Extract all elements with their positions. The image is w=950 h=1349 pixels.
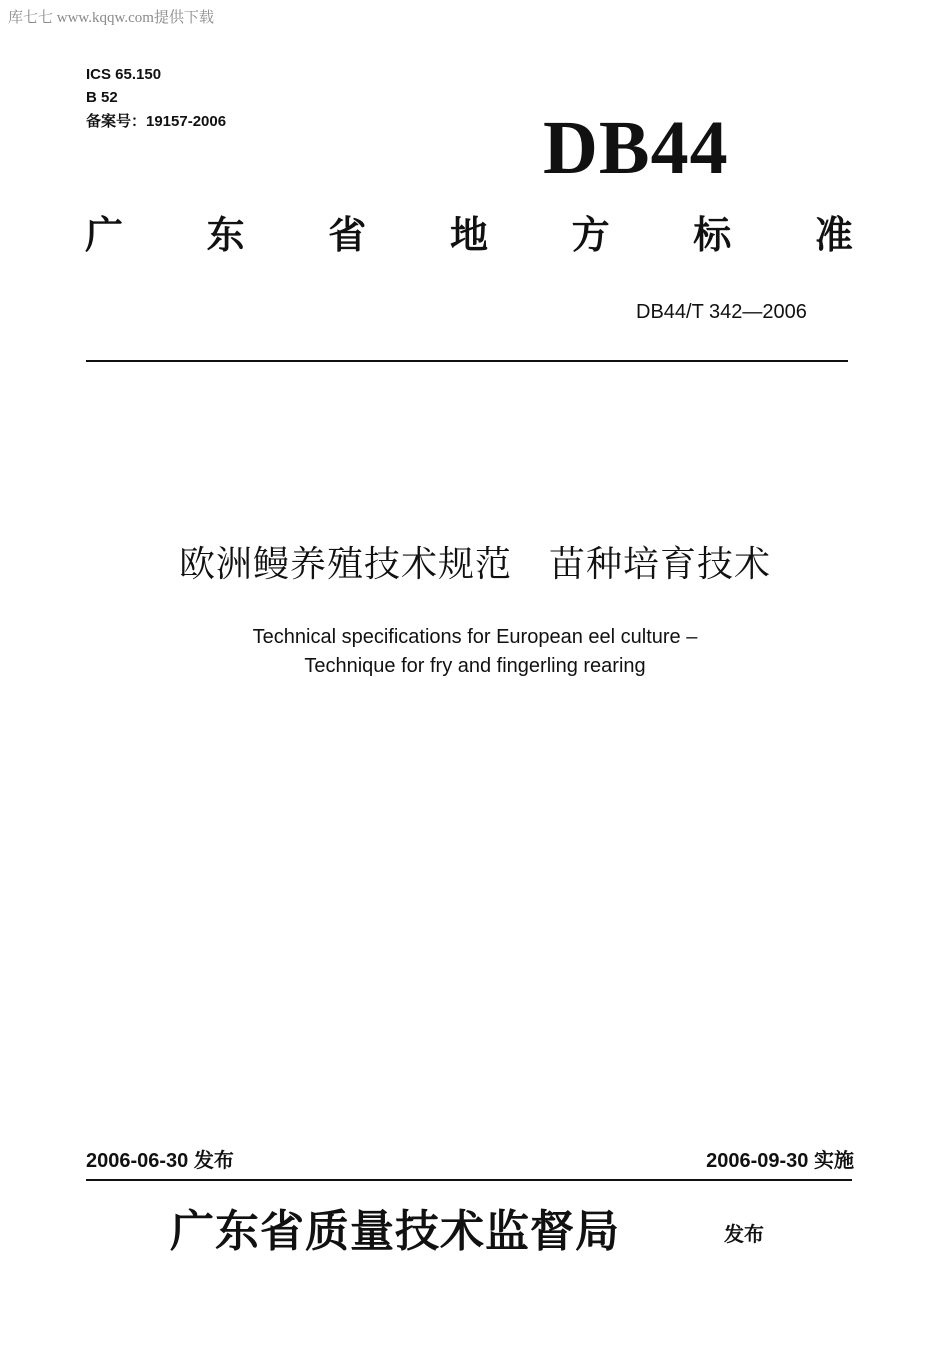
standard-type-char: 地 [449,213,488,257]
standard-type-char: 准 [814,213,853,257]
standard-type-char: 东 [206,213,245,257]
standard-number: DB44/T 342—2006 [636,301,807,323]
standard-type-char: 省 [328,213,367,257]
standard-type-char: 方 [571,213,610,257]
standard-code-logo: DB44 [543,106,729,190]
standard-type-char: 广 [84,213,123,257]
standard-type-char: 标 [693,213,732,257]
bottom-divider [86,1179,852,1181]
standard-type-heading [84,212,854,258]
implementation-date: 2006-09-30 实施 [706,1150,854,1172]
issue-date: 2006-06-30 发布 [86,1150,234,1172]
document-title-english-line-2: Technique for fry and fingerling rearing [304,655,646,677]
top-divider [86,360,848,362]
ics-code: ICS 65.150 [86,66,162,83]
issuing-authority: 广东省质量技术监督局 [170,1206,620,1257]
record-number: 备案号：19157-2006 [86,113,227,130]
ccs-code: B 52 [86,89,118,106]
issuing-authority-suffix: 发布 [724,1222,764,1246]
document-title-chinese: 欧洲鳗养殖技术规范 苗种培育技术 [178,544,771,585]
watermark-text: 库七七 www.kqqw.com提供下载 [8,10,214,26]
document-title-english-line-1: Technical specifications for European eel culture – [252,626,698,648]
